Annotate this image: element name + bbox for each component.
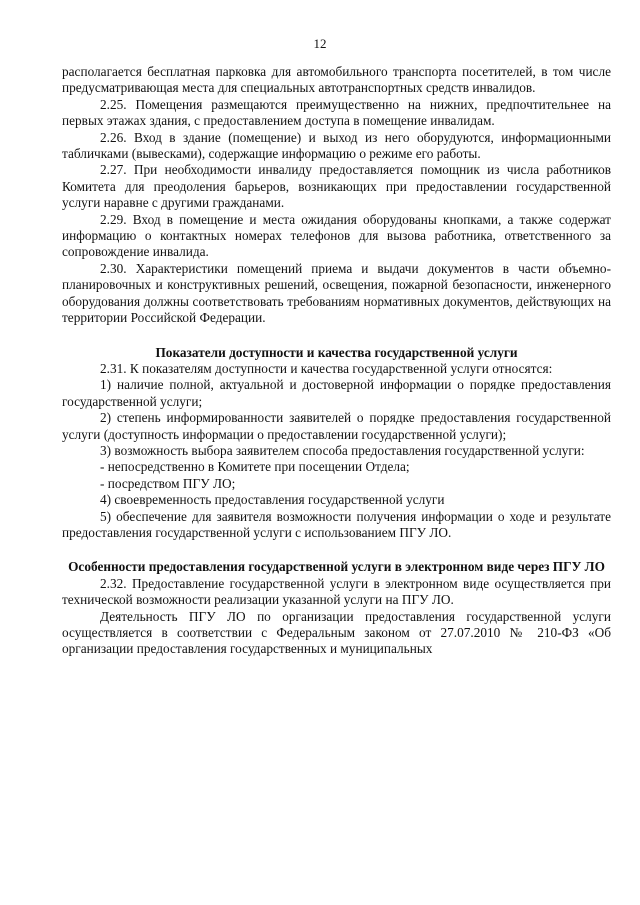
list-item-2: 2) степень информированности заявителей о порядке предоставления государственной услуги (доступность информации о предоставлении государственной услуги); <box>62 410 611 442</box>
paragraph-2-27: 2.27. При необходимости инвалиду предоставляется помощник из числа работников Комитета для преодоления барьеров, возникающих при предоставлении государственной услуги наравне с другими гражданами. <box>62 162 611 211</box>
paragraph-pgu-activity: Деятельность ПГУ ЛО по организации предоставления государственной услуги осуществляется в соответствии с Федеральным законом от 27.07.2010 № 210-ФЗ «Об организации предоставления государственных и муниципальных <box>62 608 611 657</box>
section-heading-accessibility: Показатели доступности и качества государственной услуги <box>155 344 518 360</box>
list-item-5: 5) обеспечение для заявителя возможности получения информации о ходе и результате предоставления государственной услуги с использованием ПГУ ЛО. <box>62 508 611 540</box>
section-heading-electronic: Особенности предоставления государственной услуги в электронном виде через ПГУ ЛО <box>68 559 605 575</box>
paragraph-2-32: 2.32. Предоставление государственной услуги в электронном виде осуществляется при технической возможности реализации указанной услуги на ПГУ ЛО. <box>62 575 611 608</box>
document-body <box>62 64 611 658</box>
list-dash-item-2: - посредством ПГУ ЛО; <box>100 475 236 491</box>
paragraph-2-31: 2.31. К показателям доступности и качества государственной услуги относятся: <box>100 360 553 376</box>
paragraph-2-25: 2.25. Помещения размещаются преимущественно на нижних, предпочтительнее на первых этажах здания, с предоставлением доступа в помещение инвалидам. <box>62 96 611 129</box>
list-item-1: 1) наличие полной, актуальной и достоверной информации о порядке предоставления государственной услуги; <box>62 377 611 409</box>
list-dash-item-1: - непосредственно в Комитете при посещении Отдела; <box>100 459 410 475</box>
list-item-4: 4) своевременность предоставления государственной услуги <box>100 492 445 508</box>
paragraph-continuation: располагается бесплатная парковка для автомобильного транспорта посетителей, в том числе предусматривающая места для специальных автотранспортных средств инвалидов. <box>62 64 611 96</box>
paragraph-2-29: 2.29. Вход в помещение и места ожидания оборудованы кнопками, а также содержат информацию о контактных номерах телефонов для вызова работника, ответственного за сопровождение инвалида. <box>62 211 611 260</box>
paragraph-2-30: 2.30. Характеристики помещений приема и выдачи документов в части объемно-планировочных и конструктивных решений, освещения, пожарной безопасности, инженерного оборудования должны соответствовать требованиям нормативных документов, действующих на территории Российской Федерации. <box>62 260 611 326</box>
list-item-3: 3) возможность выбора заявителем способа предоставления государственной услуги: <box>100 442 585 458</box>
paragraph-2-26: 2.26. Вход в здание (помещение) и выход из него оборудуются, информационными табличками (вывесками), содержащие информацию о режиме его работы. <box>62 129 611 162</box>
page-number: 12 <box>313 36 327 51</box>
